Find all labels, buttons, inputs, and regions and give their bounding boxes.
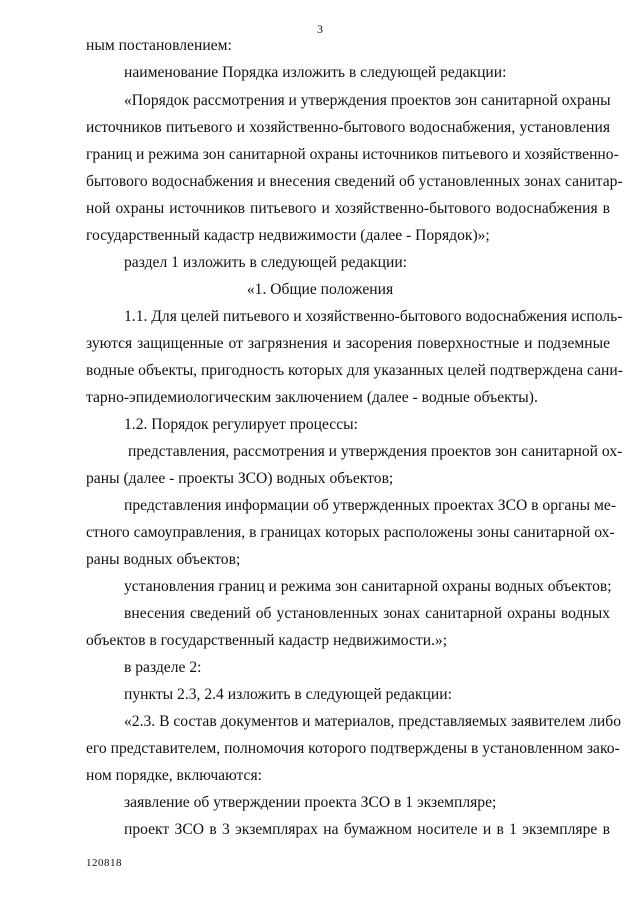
document-code: 120818 — [86, 857, 122, 869]
text-line: «2.3. В состав документов и материалов, представляемых заявителем либо — [124, 713, 622, 730]
text-line: тарно-эпидемиологическим заключением (далее - водные объекты). — [86, 389, 538, 406]
text-line: стного самоуправления, в границах которых расположены зоны санитарной ох- — [86, 524, 615, 541]
text-line: водные объекты, пригодность которых для указанных целей подтверждена сани- — [86, 362, 623, 379]
text-line: источников питьевого и хозяйственно-бытового водоснабжения, установления — [86, 119, 610, 136]
text-line: представления информации об утвержденных проектах ЗСО в органы ме- — [124, 497, 617, 514]
text-line: объектов в государственный кадастр недвижимости.»; — [86, 632, 448, 649]
text-line: в разделе 2: — [124, 659, 202, 676]
text-line: ной охраны источников питьевого и хозяйственно-бытового водоснабжения в — [86, 200, 610, 217]
text-line: наименование Порядка изложить в следующей редакции: — [124, 64, 507, 81]
text-line: заявление об утверждении проекта ЗСО в 1 экземпляре; — [124, 794, 497, 811]
text-line: бытового водоснабжения и внесения сведений об установленных зонах санитар- — [86, 173, 623, 190]
page-number: 3 — [317, 22, 323, 36]
text-line: границ и режима зон санитарной охраны источников питьевого и хозяйственно- — [86, 146, 619, 163]
text-line: представления, рассмотрения и утверждения проектов зон санитарной ох- — [128, 443, 623, 460]
section-heading: «1. Общие положения — [246, 281, 394, 298]
text-line: «Порядок рассмотрения и утверждения проектов зон санитарной охраны — [124, 92, 611, 109]
text-line: пункты 2.3, 2.4 изложить в следующей редакции: — [124, 686, 452, 703]
text-line: его представителем, полномочия которого подтверждены в установленном зако- — [86, 740, 620, 757]
text-line: 1.2. Порядок регулирует процессы: — [124, 416, 358, 433]
text-line: раны (далее - проекты ЗСО) водных объектов; — [86, 470, 394, 487]
text-line: проект ЗСО в 3 экземплярах на бумажном носителе и в 1 экземпляре в — [124, 821, 610, 838]
text-line: внесения сведений об установленных зонах санитарной охраны водных — [124, 605, 610, 622]
text-line: раздел 1 изложить в следующей редакции: — [124, 254, 408, 271]
text-line: государственный кадастр недвижимости (далее - Порядок)»; — [86, 227, 490, 244]
text-line: установления границ и режима зон санитарной охраны водных объектов; — [124, 578, 612, 595]
text-line: 1.1. Для целей питьевого и хозяйственно-бытового водоснабжения исполь- — [124, 308, 623, 325]
text-line: раны водных объектов; — [86, 551, 241, 568]
text-line: ном порядке, включаются: — [86, 767, 262, 784]
text-line: зуются защищенные от загрязнения и засорения поверхностные и подземные — [86, 335, 610, 352]
text-line: ным постановлением: — [86, 37, 232, 54]
